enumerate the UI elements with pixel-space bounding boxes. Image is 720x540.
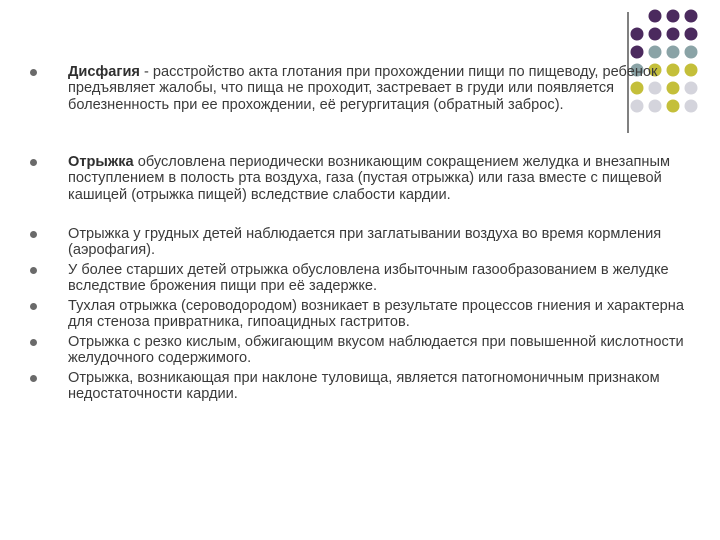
- bullet-icon: [30, 375, 37, 382]
- list-item: [68, 298, 688, 331]
- term-label: Отрыжка: [68, 154, 134, 170]
- item-text: обусловлена периодически возникающим сокращением желудка и внезапным поступлением в полость рта воздуха, газа (пустая отрыжка) или газа вместе с пищевой кашицей (отрыжка пищей) вследствие слабости кардии.: [68, 154, 670, 203]
- bullet-icon: [30, 267, 37, 274]
- term-label: Дисфагия: [68, 64, 140, 80]
- item-text: Отрыжка, возникающая при наклоне туловища, является патогномоничным признаком недостаточности кардии.: [68, 370, 660, 403]
- bullet-icon: [30, 159, 37, 166]
- item-text: - расстройство акта глотания при прохождении пищи по пищеводу, ребенок предъявляет жалобы, что пища не проходит, застревает в груди или появляется болезненность при ее прохождении, её регургитация (обратный заброс).: [68, 64, 658, 113]
- item-text: Отрыжка у грудных детей наблюдается при заглатывании воздуха во время кормления (аэрофагия).: [68, 226, 662, 259]
- list-item: [68, 334, 688, 367]
- bullet-icon: [30, 339, 37, 346]
- list-item: [68, 64, 688, 113]
- item-text: У более старших детей отрыжка обусловлена избыточным газообразованием в желудке вследствие брожения пищи при её задержке.: [68, 262, 669, 295]
- bullet-icon: [30, 303, 37, 310]
- list-item: [68, 262, 688, 295]
- list-item: [68, 154, 688, 203]
- item-text: Тухлая отрыжка (сероводородом) возникает в результате процессов гниения и характерна для стеноза привратника, гипоацидных гастритов.: [68, 298, 684, 331]
- list-item: [68, 226, 688, 259]
- bullet-icon: [30, 69, 37, 76]
- item-text: Отрыжка с резко кислым, обжигающим вкусом наблюдается при повышенной кислотности желудочного содержимого.: [68, 334, 684, 367]
- list-item: [68, 370, 688, 403]
- bullet-icon: [30, 231, 37, 238]
